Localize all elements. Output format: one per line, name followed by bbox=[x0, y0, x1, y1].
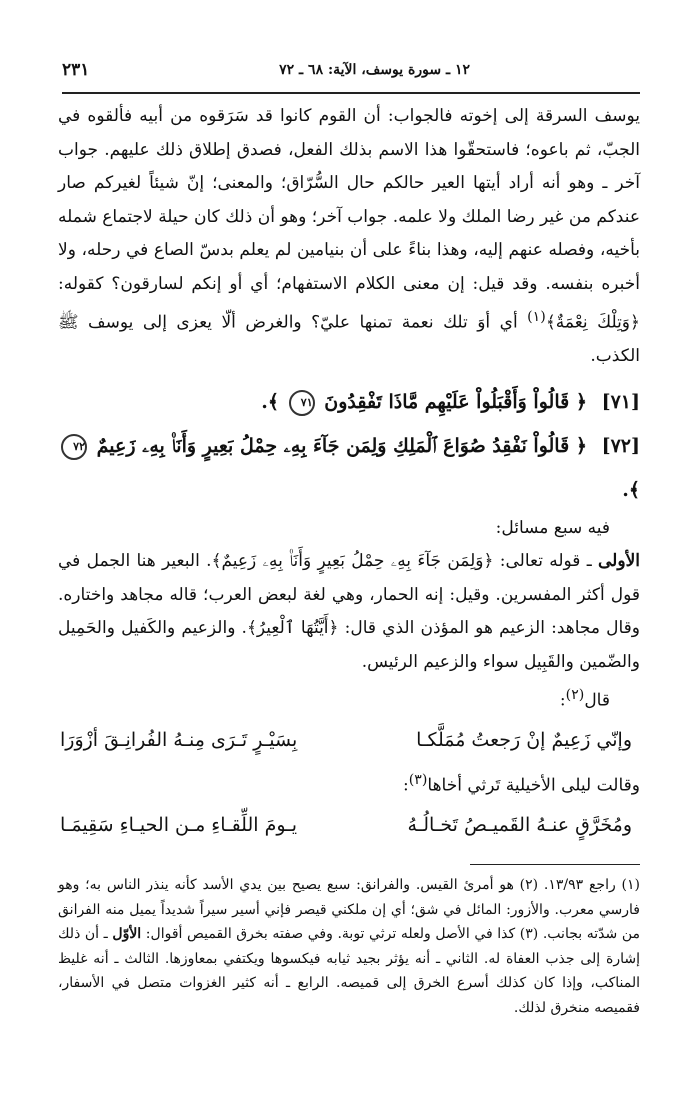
footnote-continued: ـ أن ذلك إشارة إلى جذب العفاة له. الثاني ـ أنه يؤثر بجيد ثيابه فيكسوها ويكتفي بمعاوزها. الثالث ـ أنه غليظ المناكب، وإذا كان كذلك أسرع الخرق إلى قميصه. الرابع ـ أنه كثير الغزوات متصل في الأسفار، فقميصه منخرق لذلك. bbox=[58, 926, 640, 1016]
poetry-verse-2 bbox=[58, 805, 640, 849]
poet-intro: قال$^{(٢)}$: bbox=[559, 687, 610, 711]
main-text bbox=[58, 100, 640, 849]
ayah-text: قَالُواْ نَفْقِدُ صُوَاعَ ٱلْمَلِكِ وَلِمَن جَآءَ بِهِۦ حِمْلُ بَعِيرٍ وَأَنَا۠ بِهِۦ زَعِيمٌ bbox=[96, 434, 570, 457]
verse-end-marker: ٧١ bbox=[289, 390, 315, 416]
hemistich-second: بِسَيْـرٍ تَـرَى مِنـهُ الفُرانِـقَ أزْوَرَا bbox=[60, 729, 298, 752]
header-title: ١٢ ـ سورة يوسف، الآية: ٦٨ ـ ٧٢ bbox=[279, 62, 470, 78]
footnote-label: الأوّل bbox=[112, 926, 142, 942]
hemistich-second: يـومَ اللِّقـاءِ مـن الحيـاءِ سَقِيمَـا bbox=[60, 814, 298, 837]
verse-end-marker: ٧٢ bbox=[61, 434, 87, 460]
running-header bbox=[62, 60, 640, 90]
quran-verses bbox=[58, 380, 640, 512]
footnote-ref: (١) bbox=[527, 309, 546, 325]
ayah-72: [٧٢] ﴿ قَالُواْ نَفْقِدُ صُوَاعَ ٱلْمَلِكِ وَلِمَن جَآءَ بِهِۦ حِمْلُ بَعِيرٍ وَأَنَا۠ بِهِۦ زَعِيمٌ ٧٢ ﴾. bbox=[58, 424, 640, 512]
ayah-71: [٧١] ﴿ قَالُواْ وَأَقْبَلُواْ عَلَيْهِم مَّاذَا تَفْقِدُونَ ٧١ ﴾. bbox=[58, 380, 640, 424]
paragraph-text-end: أي أوَ تلك نعمة تمنها عليّ؟ والغرض ألّا يعزى إلى يوسف ﷺ الكذب. bbox=[58, 312, 640, 367]
footnote-rule bbox=[470, 864, 640, 865]
ayah-number: [٧٢] bbox=[601, 434, 640, 457]
issue-text: ـ قوله تعالى: ﴿وَلِمَن جَآءَ بِهِۦ حِمْلُ بَعِيرٍ وَأَنَا۠ بِهِۦ زَعِيمٌ﴾. البعير هنا الجمل في قول أكثر المفسرين. وقيل: إنه الحمار، وهي لغة لبعض العرب؛ قاله مجاهد واختاره. وقال مجاهد: الزعيم هو المؤذن الذي قال: ﴿أَيَّتُهَا ٱلْعِيرُ﴾. والزعيم والكَفيل والحَمِيل والضّمين والقَبِيل سواء والزعيم الرئيس. bbox=[58, 551, 640, 672]
footnote-ref: (٢) bbox=[565, 687, 585, 704]
hemistich-first: وإنّي زَعِيمٌ إنْ رَجعتُ مُمَلَّكـا bbox=[416, 729, 632, 752]
poetry-verse-1 bbox=[58, 720, 640, 764]
verse-intro-text: وقالت ليلى الأخيلية تَرثي أخاها bbox=[427, 775, 640, 796]
header-rule bbox=[62, 92, 640, 94]
footnote-line: (١) راجع ١٣/٩٣. (٢) هو أمرئ القيس. والفرانق: سبع يصيح بين يدي الأسد كأنه ينذر الناس به؛ وهو فارسي معرب. والأزور: المائل في شق؛ أي إن ملكني قيصر فإني أسير سيراً شديداً يميل منه الفرانق من شدّته بجانب. (٣) كذا في الأصل ولعله ترثي توبة. وفي صفته بخرق القميص أقوال: bbox=[58, 877, 640, 942]
paragraph-text: يوسف السرقة إلى إخوته فالجواب: أن القوم كانوا قد سَرَقوه من أبيه فألقوه في الجبّ، ثم باعوه؛ فاستحقّوا هذا الاسم بذلك الفعل، فصدق إطلاق ذلك عليهم. جواب آخر ـ وهو أنه أراد أيتها العير حالكم حال السُّرّاق؛ والمعنى؛ إنّ شيئاً لغيركم صار عندكم من غير رضا الملك ولا علمه. جواب آخر؛ وهو أن ذلك كان حيلة لاجتماع شمله بأخيه، وفصله عنهم إليه، وهذا بناءً على أن بنيامين لم يعلم بدسّ الصاع في رحله، ولا أخبره بنفسه. وقد قيل: إن معنى الكلام الاستفهام؛ أي أو إنكم لسارقون؟ كقوله: ﴿وَتِلْكَ نِعْمَةٌ﴾ bbox=[58, 106, 640, 333]
first-issue bbox=[58, 545, 640, 679]
ayah-number: [٧١] bbox=[601, 390, 640, 413]
ayah-text: قَالُواْ وَأَقْبَلُواْ عَلَيْهِم مَّاذَا تَفْقِدُونَ bbox=[324, 390, 570, 413]
footnote-ref: (٣) bbox=[408, 772, 428, 789]
paragraph bbox=[58, 100, 640, 374]
page-number: ٢٣١ bbox=[62, 60, 90, 80]
hemistich-first: ومُخَرَّقٍ عنـهُ القَميـصُ تَخـالُـهُ bbox=[407, 814, 632, 837]
poet-intro-2: وقالت ليلى الأخيلية تَرثي أخاها$^{(٣)}$: bbox=[402, 772, 640, 796]
qala-text: قال bbox=[584, 690, 610, 711]
issues-heading: فيه سبع مسائل: bbox=[495, 517, 610, 538]
footnote-text bbox=[58, 873, 640, 1020]
issue-label: الأولى bbox=[598, 551, 640, 572]
footnotes bbox=[58, 873, 640, 1020]
